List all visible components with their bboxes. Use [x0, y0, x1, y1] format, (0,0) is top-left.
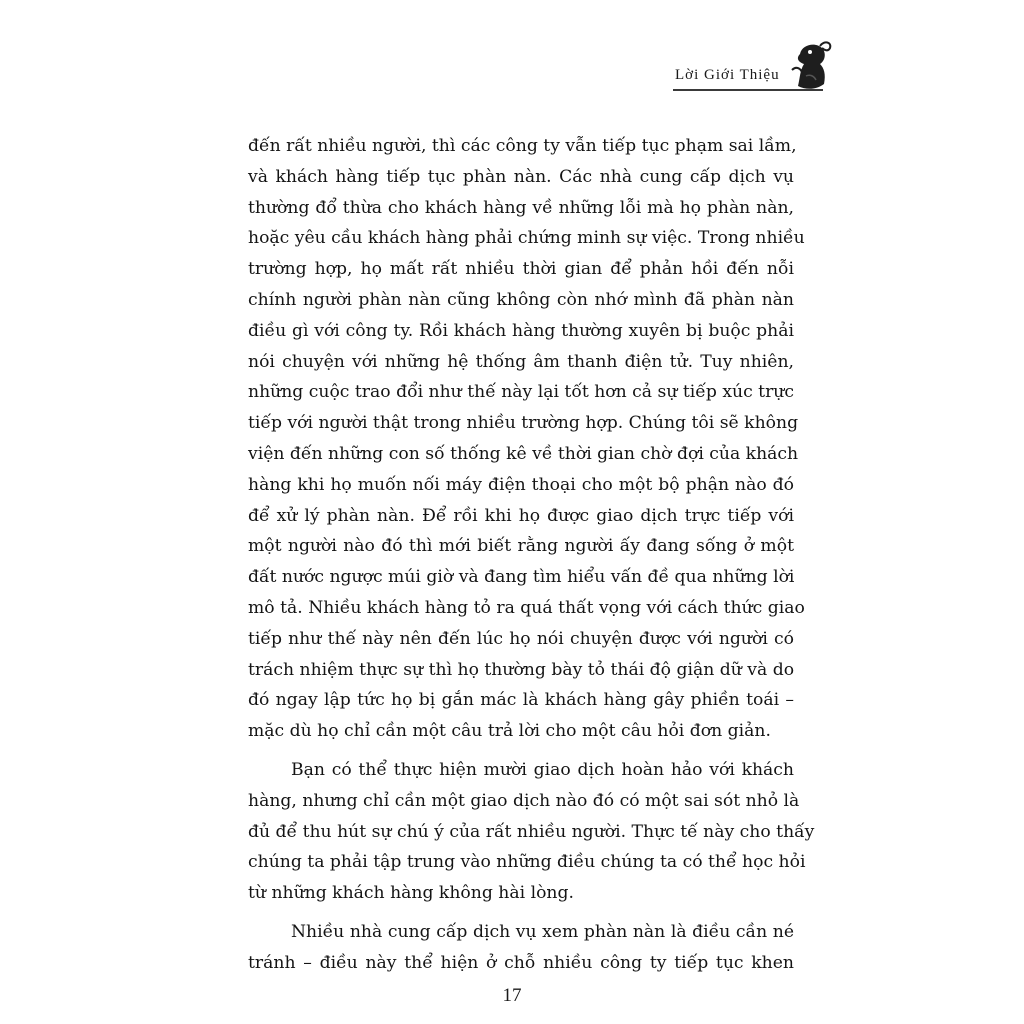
- text-line: mô tả. Nhiều khách hàng tỏ ra quá thất vọng với cách thức giao: [248, 597, 805, 618]
- text-line: viện đến những con số thống kê về thời gian chờ đợi của khách: [248, 443, 799, 464]
- text-line: tiếp như thế này nên đến lúc họ nói chuyện được với người có: [248, 628, 794, 649]
- page-number: 17: [502, 985, 522, 1006]
- text-line: những cuộc trao đổi như thế này lại tốt hơn cả sự tiếp xúc trực: [248, 382, 794, 403]
- text-line: để xử lý phàn nàn. Để rồi khi họ được giao dịch trực tiếp với: [248, 505, 794, 526]
- text-line: chúng ta phải tập trung vào những điều chúng ta có thể học hỏi: [248, 852, 806, 873]
- paragraph: [248, 917, 794, 979]
- text-line: Nhiều nhà cung cấp dịch vụ xem phàn nàn là điều cần né: [291, 921, 794, 942]
- text-line: trách nhiệm thực sự thì họ thường bày tỏ thái độ giận dữ và do: [248, 659, 795, 680]
- text-line: thường đổ thừa cho khách hàng về những lỗi mà họ phàn nàn,: [248, 197, 794, 218]
- text-line: hàng, nhưng chỉ cần một giao dịch nào đó có một sai sót nhỏ là: [248, 790, 800, 811]
- text-line: đủ để thu hút sự chú ý của rất nhiều người. Thực tế này cho thấy: [248, 821, 815, 842]
- paragraph-spacer: [248, 747, 794, 755]
- body-text: [248, 131, 815, 979]
- text-line: đến rất nhiều người, thì các công ty vẫn tiếp tục phạm sai lầm,: [248, 136, 797, 156]
- paragraph: [248, 755, 815, 909]
- text-line: và khách hàng tiếp tục phàn nàn. Các nhà cung cấp dịch vụ: [248, 166, 794, 187]
- text-line: một người nào đó thì mới biết rằng người ấy đang sống ở một: [248, 536, 794, 557]
- illustration-figure-icon: [786, 40, 836, 92]
- text-line: điều gì với công ty. Rồi khách hàng thường xuyên bị buộc phải: [248, 320, 794, 341]
- text-line: tránh – điều này thể hiện ở chỗ nhiều công ty tiếp tục khen: [248, 952, 794, 973]
- text-line: Bạn có thể thực hiện mười giao dịch hoàn hảo với khách: [291, 759, 794, 780]
- text-line: hàng khi họ muốn nối máy điện thoại cho một bộ phận nào đó: [248, 474, 794, 495]
- paragraph: [248, 131, 805, 747]
- text-line: trường hợp, họ mất rất nhiều thời gian để phản hồi đến nỗi: [248, 259, 794, 280]
- text-line: chính người phàn nàn cũng không còn nhớ mình đã phàn nàn: [248, 289, 794, 310]
- text-line: mặc dù họ chỉ cần một câu trả lời cho một câu hỏi đơn giản.: [248, 721, 771, 742]
- running-header: [600, 36, 840, 96]
- text-line: tiếp với người thật trong nhiều trường hợp. Chúng tôi sẽ không: [248, 413, 799, 434]
- text-line: từ những khách hàng không hài lòng.: [248, 883, 574, 904]
- text-line: nói chuyện với những hệ thống âm thanh điện tử. Tuy nhiên,: [248, 351, 794, 372]
- text-line: hoặc yêu cầu khách hàng phải chứng minh sự việc. Trong nhiều: [248, 228, 805, 249]
- text-line: đó ngay lập tức họ bị gắn mác là khách hàng gây phiền toái –: [248, 690, 794, 711]
- paragraph-spacer: [248, 909, 794, 917]
- running-header-title: Lời Giới Thiệu: [675, 67, 780, 83]
- text-line: đất nước ngược múi giờ và đang tìm hiểu vấn đề qua những lời: [248, 567, 795, 588]
